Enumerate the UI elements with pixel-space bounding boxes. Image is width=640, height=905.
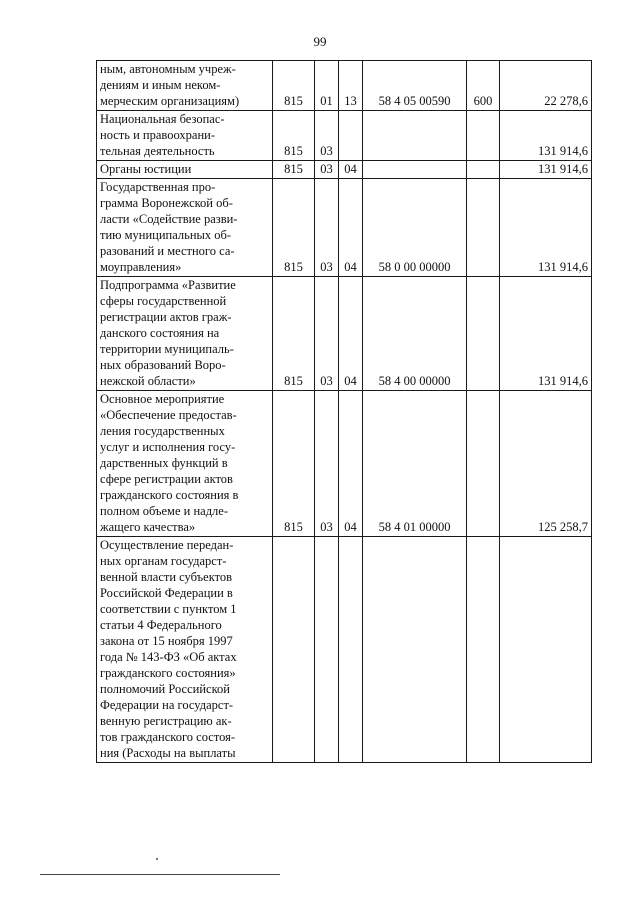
row-gr: 815: [273, 111, 315, 161]
row-pr: 04: [339, 391, 363, 537]
row-gr: 815: [273, 61, 315, 111]
row-sum: 125 258,7: [500, 391, 592, 537]
row-name: Осуществление передан- ных органам государст- венной власти субъектов Российской Федерации в соответствии с пунктом 1 статьи 4 Федерального закона от 15 ноября 1997 года № 143-ФЗ «Об актах гражданского состояния» полномочий Российской Федерации на государст- венную регистрацию ак- тов гражданского состоя- ния (Расходы на выплаты: [97, 537, 273, 763]
row-gr: [273, 537, 315, 763]
row-gr: 815: [273, 179, 315, 277]
table-row: [97, 391, 592, 537]
row-vr: [467, 537, 500, 763]
row-sum: 131 914,6: [500, 111, 592, 161]
row-name: ным, автономным учреж- дениям и иным неком- мерческим организациям): [97, 61, 273, 111]
row-pr: 13: [339, 61, 363, 111]
row-vr: [467, 111, 500, 161]
row-rz: 03: [315, 391, 339, 537]
table-row: [97, 161, 592, 179]
table-row: [97, 537, 592, 763]
row-rz: 03: [315, 111, 339, 161]
scan-artifact-line: [40, 874, 280, 875]
row-gr: 815: [273, 161, 315, 179]
row-csr: 58 0 00 00000: [363, 179, 467, 277]
row-csr: 58 4 00 00000: [363, 277, 467, 391]
row-vr: [467, 391, 500, 537]
row-rz: 03: [315, 179, 339, 277]
row-csr: 58 4 01 00000: [363, 391, 467, 537]
row-sum: 131 914,6: [500, 179, 592, 277]
budget-table: [96, 60, 592, 763]
row-vr: [467, 161, 500, 179]
row-name: Государственная про- грамма Воронежской об- ласти «Содействие разви- тию муниципальных об- разований и местного са- моуправления»: [97, 179, 273, 277]
row-rz: 03: [315, 277, 339, 391]
row-gr: 815: [273, 391, 315, 537]
row-rz: 03: [315, 161, 339, 179]
table-row: [97, 61, 592, 111]
row-name: Основное мероприятие «Обеспечение предостав- ления государственных услуг и исполнения госу- дарственных функций в сфере регистрации актов гражданского состояния в полном объеме и надле- жащего качества»: [97, 391, 273, 537]
page-number: 99: [313, 34, 327, 49]
scan-artifact-dot: [156, 858, 158, 860]
table-row: [97, 179, 592, 277]
row-sum: 131 914,6: [500, 161, 592, 179]
table-row: [97, 277, 592, 391]
row-vr: 600: [467, 61, 500, 111]
row-name: Органы юстиции: [97, 161, 273, 179]
row-pr: [339, 111, 363, 161]
row-gr: 815: [273, 277, 315, 391]
row-pr: 04: [339, 277, 363, 391]
row-name: Подпрограмма «Развитие сферы государственной регистрации актов граж- данского состояния на территории муниципаль- ных образований Воро- нежской области»: [97, 277, 273, 391]
row-pr: [339, 537, 363, 763]
row-csr: [363, 537, 467, 763]
row-csr: [363, 111, 467, 161]
row-pr: 04: [339, 161, 363, 179]
row-sum: [500, 537, 592, 763]
row-sum: 22 278,6: [500, 61, 592, 111]
row-vr: [467, 277, 500, 391]
row-csr: [363, 161, 467, 179]
row-name: Национальная безопас- ность и правоохрани- тельная деятельность: [97, 111, 273, 161]
table-row: [97, 111, 592, 161]
row-csr: 58 4 05 00590: [363, 61, 467, 111]
row-sum: 131 914,6: [500, 277, 592, 391]
row-pr: 04: [339, 179, 363, 277]
row-rz: [315, 537, 339, 763]
row-vr: [467, 179, 500, 277]
row-rz: 01: [315, 61, 339, 111]
